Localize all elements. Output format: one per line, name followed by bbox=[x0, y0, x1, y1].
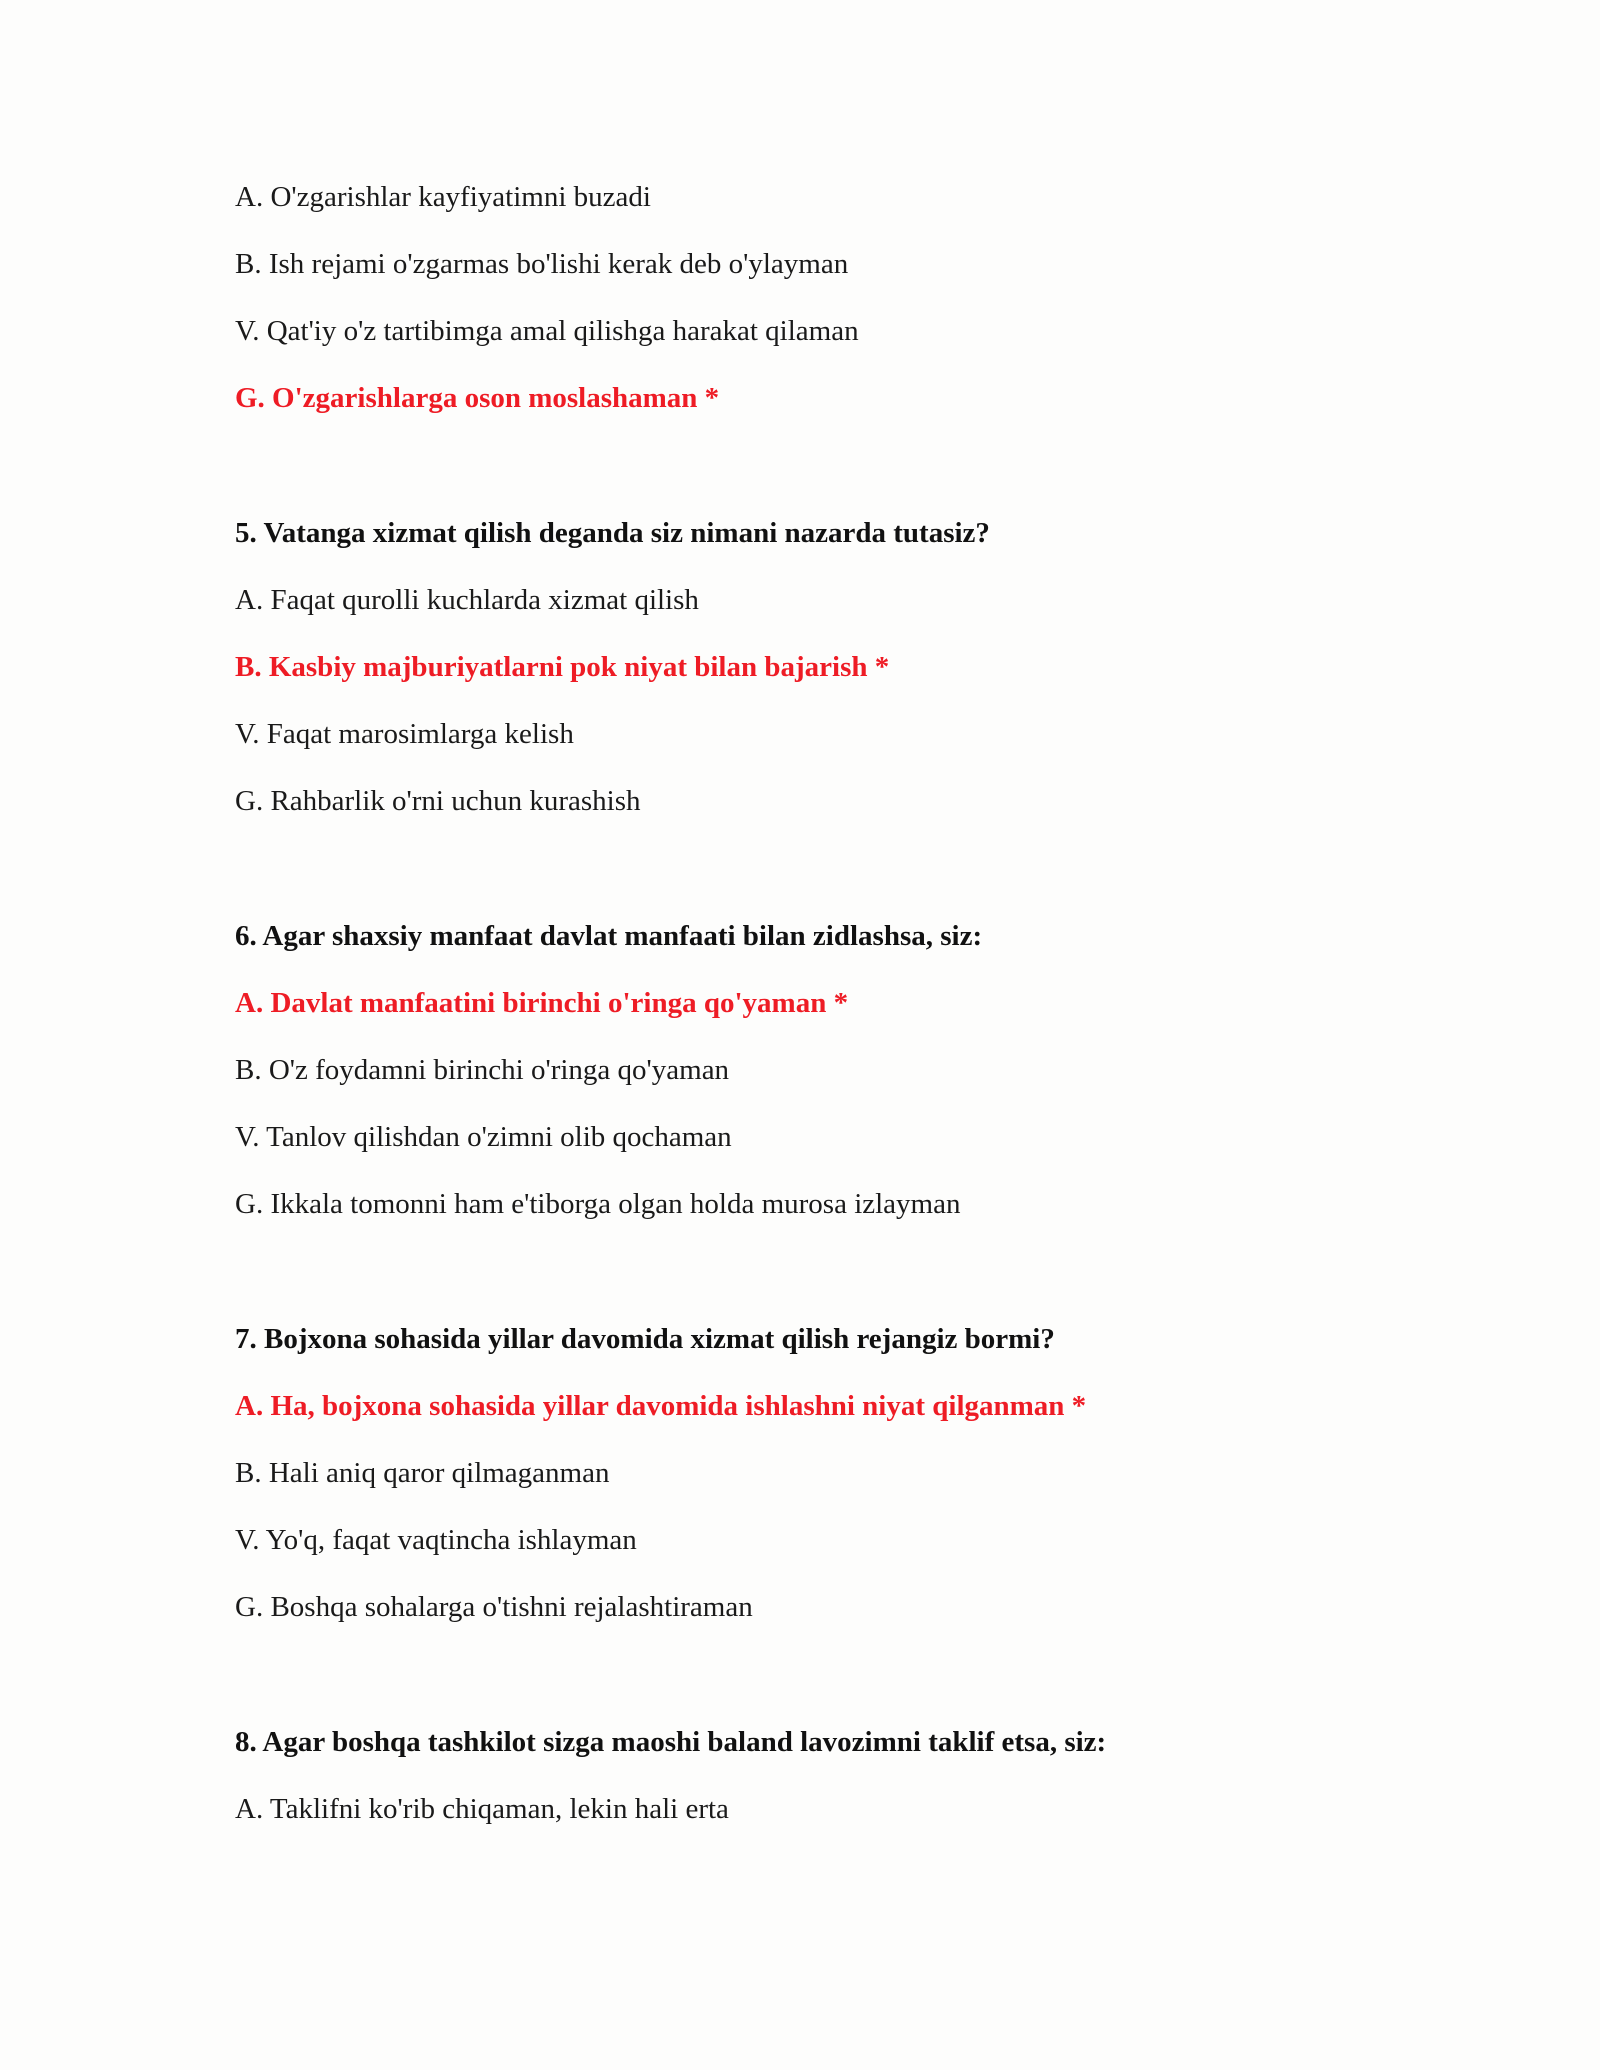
option-6g: G. Ikkala tomonni ham e'tiborga olgan holda murosa izlayman bbox=[235, 1188, 961, 1220]
option-4b: B. Ish rejami o'zgarmas bo'lishi kerak deb o'ylayman bbox=[235, 248, 849, 280]
question-7: 7. Bojxona sohasida yillar davomida xizmat qilish rejangiz bormi? bbox=[235, 1323, 1055, 1355]
option-7b: B. Hali aniq qaror qilmaganman bbox=[235, 1457, 610, 1489]
option-6b: B. O'z foydamni birinchi o'ringa qo'yaman bbox=[235, 1054, 730, 1086]
option-5v: V. Faqat marosimlarga kelish bbox=[235, 718, 574, 750]
question-block-7 bbox=[235, 1322, 1435, 1624]
option-4a: A. O'zgarishlar kayfiyatimni buzadi bbox=[235, 181, 651, 213]
option-5a: A. Faqat qurolli kuchlarda xizmat qilish bbox=[235, 584, 699, 616]
question-5: 5. Vatanga xizmat qilish deganda siz nimani nazarda tutasiz? bbox=[235, 517, 990, 549]
question-6: 6. Agar shaxsiy manfaat davlat manfaati bilan zidlashsa, siz: bbox=[235, 920, 983, 952]
question-block-5 bbox=[235, 516, 1435, 818]
quiz-content bbox=[235, 180, 1435, 1826]
option-7v: V. Yo'q, faqat vaqtincha ishlayman bbox=[235, 1524, 637, 1556]
question-block-6 bbox=[235, 919, 1435, 1221]
question-block-4 bbox=[235, 180, 1435, 415]
option-6a-correct: A. Davlat manfaatini birinchi o'ringa qo'yaman * bbox=[235, 987, 849, 1019]
option-7a-correct: A. Ha, bojxona sohasida yillar davomida ishlashni niyat qilganman * bbox=[235, 1390, 1087, 1422]
option-4v: V. Qat'iy o'z tartibimga amal qilishga harakat qilaman bbox=[235, 315, 859, 347]
option-7g: G. Boshqa sohalarga o'tishni rejalashtiraman bbox=[235, 1591, 753, 1623]
option-5g: G. Rahbarlik o'rni uchun kurashish bbox=[235, 785, 641, 817]
option-5b-correct: B. Kasbiy majburiyatlarni pok niyat bilan bajarish * bbox=[235, 651, 890, 683]
option-4g-correct: G. O'zgarishlarga oson moslashaman * bbox=[235, 382, 720, 414]
question-block-8 bbox=[235, 1725, 1435, 1826]
option-8a: A. Taklifni ko'rib chiqaman, lekin hali erta bbox=[235, 1793, 729, 1825]
question-8: 8. Agar boshqa tashkilot sizga maoshi baland lavozimni taklif etsa, siz: bbox=[235, 1726, 1107, 1758]
option-6v: V. Tanlov qilishdan o'zimni olib qochaman bbox=[235, 1121, 732, 1153]
